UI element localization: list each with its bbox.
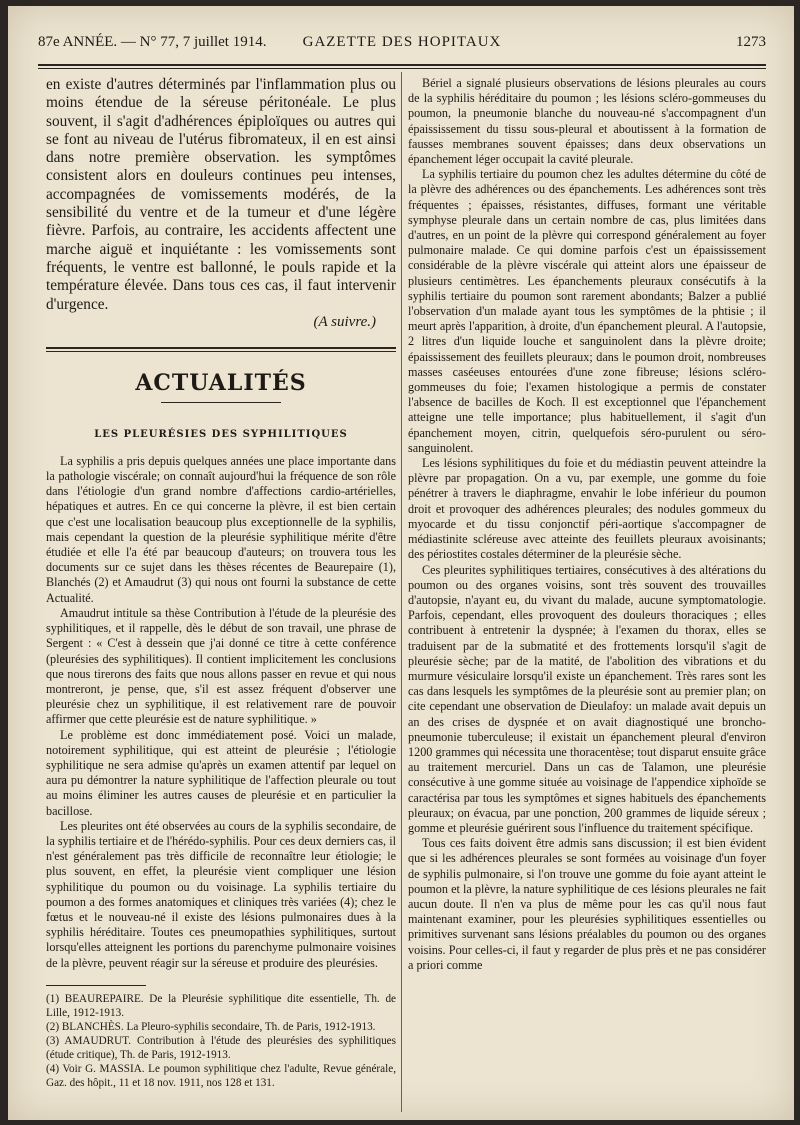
column-divider xyxy=(401,72,402,1112)
footnote: (3) AMAUDRUT. Contribution à l'étude des pleurésies des syphilitiques (étude critique), Th. de Paris, 1912-1913. xyxy=(46,1034,396,1061)
paragraph: La syphilis tertiaire du poumon chez les adultes détermine du côté de la plèvre des adhérences ou des épanchements. Les adhérences sont très fréquentes ; épaisses, résistantes, diffuses, formant une véritable symphyse pleurale dans un certain nombre de cas, plus limitées dans d'autres, en un point de la plèvre qui correspond généralement au foyer pulmonaire malade. Ce qui domine parfois c'est un épaississement considérable de la plèvre viscérale qui atteint alors une épaisseur de plusieurs centimètres. Les épanchements pleuraux consécutifs à la syphilis tertiaire du poumon sont rarement abondants; Balzer a publié l'observation d'un malade ayant tous les symptômes de la phtisie ; il meurt après l'apparition, à droite, d'un épanchement pleural. A l'autopsie, 2 litres d'un liquide louche et sanguinolent dans la plèvre droite; épaississement des feuillets pleuraux; dans le poumon droit, nombreuses masses caséeuses entourées d'une zone fibreuse; lésions scléro-gommeuses du foie; l'examen histologique a permis de constater l'absence de bacilles de Koch. Il est exceptionnel que l'épanchement atteigne une telle importance; plus habituellement, il s'agit d'un épanchement moyen, citrin, quelquefois séro-purulent ou séro-sanguinolent. xyxy=(408,167,766,455)
running-head xyxy=(38,34,766,58)
footnote: (4) Voir G. MASSIA. Le poumon syphilitique chez l'adulte, Revue générale, Gaz. des hôpit., 11 et 18 nov. 1911, nos 128 et 131. xyxy=(46,1062,396,1089)
paragraph: Le problème est donc immédiatement posé. Voici un malade, notoirement syphilitique, qui est atteint de pleurésie ; l'étiologie syphilitique ne sera admise qu'après un examen attentif par lequel on aura pu démontrer la nature syphilitique de l'affection pleurale ou tout au moins éliminer les autres causes de pleurésie et en particulier la bacillose. xyxy=(46,727,396,818)
title-underline xyxy=(161,402,281,403)
to-be-continued: (A suivre.) xyxy=(313,313,376,330)
journal-title: GAZETTE DES HOPITAUX xyxy=(302,34,502,50)
left-column xyxy=(46,76,396,1090)
footnote: (1) BEAUREPAIRE. De la Pleurésie syphilitique dite essentielle, Th. de Lille, 1912-1913. xyxy=(46,992,396,1019)
paragraph: Ces pleurites syphilitiques tertiaires, consécutives à des altérations du poumon ou des organes voisins, sont très souvent des trouvailles d'autopsie, n'ayant eu, du vivant du malade, aucune symptomatologie. Parfois, cependant, elles provoquent des douleurs thoraciques ; elles contribuent à entretenir la dyspnée; à l'examen du thorax, elles se traduisent par de la submatité et des frottements lorsqu'il s'agit de pleurésie sèche; par de la matité, de l'abolition des vibrations et du murmure vésiculaire lorsqu'il existe un épanchement. Très rares sont les cas dans lesquels les symptômes de la pleurésie sont au premier plan; on cite cependant une observation de Dieulafoy: un malade avait depuis un an des crises de dyspnée et on avait diagnostiqué une broncho-pneumonie tuberculeuse; il existait un épanchement pleural d'environ 1200 grammes qui nécessita une thoracentèse; tout disparut ensuite grâce au traitement mercuriel. Dans un cas de Talamon, une pleurésie consécutive à une gomme située au voisinage de l'appendice xiphoïde se caractérisa par tous les symptômes et signes habituels des épanchements pleuraux; on évacua, par une ponction, 200 grammes de liquide séreux ; gomme et pleurésie guérirent sous l'influence du traitement spécifique. xyxy=(408,562,766,835)
right-column xyxy=(408,76,766,973)
article-title: LES PLEURÉSIES DES SYPHILITIQUES xyxy=(94,428,348,440)
issue-info: 87e ANNÉE. — N° 77, 7 juillet 1914. xyxy=(38,34,267,50)
header-rule xyxy=(38,64,766,69)
newspaper-page xyxy=(8,6,794,1120)
section-rule xyxy=(46,347,396,349)
continued-text: en existe d'autres déterminés par l'inflammation plus ou moins étendue de la séreuse péritonéale. Le plus souvent, il s'agit d'adhérences épiploïques ou autres qui se font au niveau de l'utérus fibromateux, il en est ainsi dans notre première observation. les symptômes consistent alors en douleurs continues peu intenses, accompagnées de vomissements modérés, de la sensibilité du ventre et de la tumeur et d'une légère fièvre. Parfois, au contraire, les accidents affectent une marche aiguë et inquiétante : les vomissements sont fréquents, le ventre est ballonné, le pouls rapide et la température élevée. Dans tous ces cas, il faut intervenir d'urgence. xyxy=(46,76,396,313)
footnote-rule xyxy=(46,985,146,986)
paragraph: Les pleurites ont été observées au cours de la syphilis secondaire, de la syphilis tertiaire et de l'hérédo-syphilis. Pour ces deux derniers cas, il n'est généralement pas très difficile de reconnaître leur étiologie; le plus souvent, en effet, la pleurésie vient compliquer une lésion syphilitique du poumon ou du voisinage. La syphilis tertiaire du poumon a des formes anatomiques et cliniques très variées (4); chez le fœtus et le nouveau-né il existe des lésions pulmonaires dues à la syphilis héréditaire. Toutes ces pneumopathies syphilitiques, surtout lorsqu'elles atteignent les portions du parenchyme pulmonaire voisines de la plèvre, peuvent réagir sur la séreuse et produire des pleurésies. xyxy=(46,818,396,970)
footnote: (2) BLANCHÈS. La Pleuro-syphilis secondaire, Th. de Paris, 1912-1913. xyxy=(46,1020,376,1033)
paragraph: Les lésions syphilitiques du foie et du médiastin peuvent atteindre la plèvre par propagation. On a vu, par exemple, une gomme du foie pénétrer à travers le diaphragme, envahir le lobe inférieur du poumon droit et provoquer des adhérences pleurales; des nodules gommeux du myocarde et du tissu conjonctif péri-aortique s'accompagner de médiastinite scléreuse avec atteinte des feuillets pleuraux avoisinants; des périostites costales déterminer de la pleurésie sèche. xyxy=(408,456,766,562)
section-rule-thin xyxy=(46,351,396,352)
paragraph: Amaudrut intitule sa thèse Contribution à l'étude de la pleurésie des syphilitiques, et il rappelle, dès le début de son travail, une phrase de Sergent : « C'est à dessein que j'ai donné ce titre à cette conférence (pleurésies des syphilitiques). Il contient implicitement les conclusions que nous tirerons des faits que nous allons passer en revue et qui nous montreront, je pense, que, s'il est assez fréquent d'observer une pleurésie chez un syphilitique, il est relativement rare de pouvoir affirmer que cette pleurésie est de nature syphilitique. » xyxy=(46,605,396,727)
paragraph: Bériel a signalé plusieurs observations de lésions pleurales au cours de la syphilis héréditaire du poumon ; les lésions scléro-gommeuses du poumon, la pneumonie blanche du nouveau-né s'accompagnent d'un épaississement du tissu sous-pleural et aboutissent à la formation de fausses membranes souvent épaisses; dans deux observations un épanchement léger occupait la cavité pleurale. xyxy=(408,76,766,167)
section-title: ACTUALITÉS xyxy=(135,369,307,396)
page-number: 1273 xyxy=(736,34,766,50)
paragraph: Tous ces faits doivent être admis sans discussion; il est bien évident que si les adhérences pleurales se sont formées au voisinage d'un foyer de syphilis pulmonaire, si l'on trouve une gomme du foie ayant atteint le poumon et la plèvre, la nature syphilitique de ces lésions pleurales ne fait aucun doute. Il n'en va plus de même pour les cas qu'il nous faut maintenant examiner, pour les pleurésies syphilitiques essentielles ou primitives survenant sans lésions préalables du poumon ou des organes voisins. Pour celles-ci, il faut y regarder de plus près et ne pas considérer a priori comme xyxy=(408,836,766,972)
paragraph: La syphilis a pris depuis quelques années une place importante dans la pathologie viscérale; on connaît aujourd'hui la fréquence de son rôle dans l'étiologie d'un grand nombre d'affections cardio-artérielles, hépatiques et autres. En ce qui concerne la plèvre, il est bien certain que c'est une localisation beaucoup plus exceptionnelle de la syphilis, mais cependant la question de la pleurésie syphilitique mérite d'être étudiée et elle l'a été par beaucoup d'auteurs; on trouvera tous les documents sur ce sujet dans les thèses récentes de Beaurepaire (1), Blanchés (2) et Amaudrut (3) qui nous ont fourni la substance de cette Actualité. xyxy=(46,453,396,605)
